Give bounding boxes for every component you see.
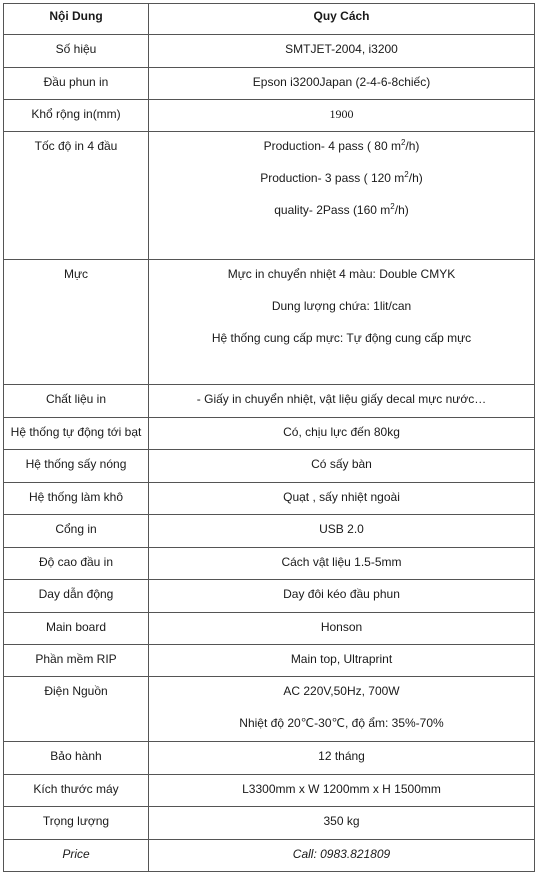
table-row [4,807,535,840]
value-line: quality- 2Pass (160 $m^2/h$) [274,202,409,217]
row-value: - Giấy in chuyển nhiệt, vật liệu giấy decal mực nước… [149,385,535,418]
table-row [4,580,535,613]
value-line: Production- 3 pass ( 120 $m^2/h$) [260,170,423,185]
price-label: Price [4,840,149,872]
row-value: USB 2.0 [149,515,535,548]
table-row [4,645,535,677]
row-value [149,260,535,385]
row-label: Bảo hành [4,742,149,775]
spec-table [3,3,535,872]
row-value: SMTJET-2004, i3200 [149,35,535,68]
table-row [4,450,535,483]
header-quy-cach: Quy Cách [149,4,535,35]
value-line: Hệ thống cung cấp mực: Tự động cung cấp mực [211,331,472,345]
row-label: Hệ thống sấy nóng [4,450,149,483]
value-line: Dung lượng chứa: 1lit/can [271,299,412,313]
table-row [4,613,535,645]
price-value: Call: 0983.821809 [149,840,535,872]
table-row [4,775,535,807]
row-value: Honson [149,613,535,645]
row-value: Epson i3200Japan (2-4-6-8chiếc) [149,68,535,100]
row-label: Trọng lượng [4,807,149,840]
table-row [4,260,535,385]
row-value: Main top, Ultraprint [149,645,535,677]
row-label: Độ cao đầu in [4,548,149,580]
row-label: Đầu phun in [4,68,149,100]
row-label: Hệ thống tự động tới bạt [4,418,149,450]
row-label: Phần mềm RIP [4,645,149,677]
row-value: Day đôi kéo đầu phun [149,580,535,613]
row-label: Main board [4,613,149,645]
table-row [4,35,535,68]
value-line: Nhiệt độ 20℃-30℃, độ ẩm: 35%-70% [239,716,444,730]
table-row [4,132,535,260]
table-row [4,418,535,450]
table-row [4,677,535,742]
row-value: 1900 [149,100,535,132]
row-label: Kích thước máy [4,775,149,807]
row-value: Quạt , sấy nhiệt ngoài [149,483,535,515]
row-value: Có, chịu lực đến 80kg [149,418,535,450]
row-label: Mực [4,260,149,385]
table-row [4,548,535,580]
table-row [4,68,535,100]
header-noi-dung: Nội Dung [4,4,149,35]
row-label: Tốc độ in 4 đầu [4,132,149,260]
row-label: Day dẫn động [4,580,149,613]
row-value: 12 tháng [149,742,535,775]
row-label: Số hiệu [4,35,149,68]
table-row [4,742,535,775]
row-value: 350 kg [149,807,535,840]
row-value: L3300mm x W 1200mm x H 1500mm [149,775,535,807]
table-row [4,515,535,548]
value-line: Production- 4 pass ( 80 $m^2/h$) [263,138,420,153]
row-value: Có sấy bàn [149,450,535,483]
row-label: Chất liệu in [4,385,149,418]
value-line: AC 220V,50Hz, 700W [283,684,400,698]
table-row [4,385,535,418]
table-row [4,100,535,132]
row-label: Điện Nguồn [4,677,149,742]
row-label: Hệ thống làm khô [4,483,149,515]
row-value: Cách vật liệu 1.5-5mm [149,548,535,580]
header-row [4,4,535,35]
row-value [149,677,535,742]
value-line: Mực in chuyển nhiệt 4 màu: Double CMYK [227,267,456,281]
price-row [4,840,535,872]
row-label: Khổ rộng in(mm) [4,100,149,132]
table-row [4,483,535,515]
row-label: Cổng in [4,515,149,548]
row-value [149,132,535,260]
